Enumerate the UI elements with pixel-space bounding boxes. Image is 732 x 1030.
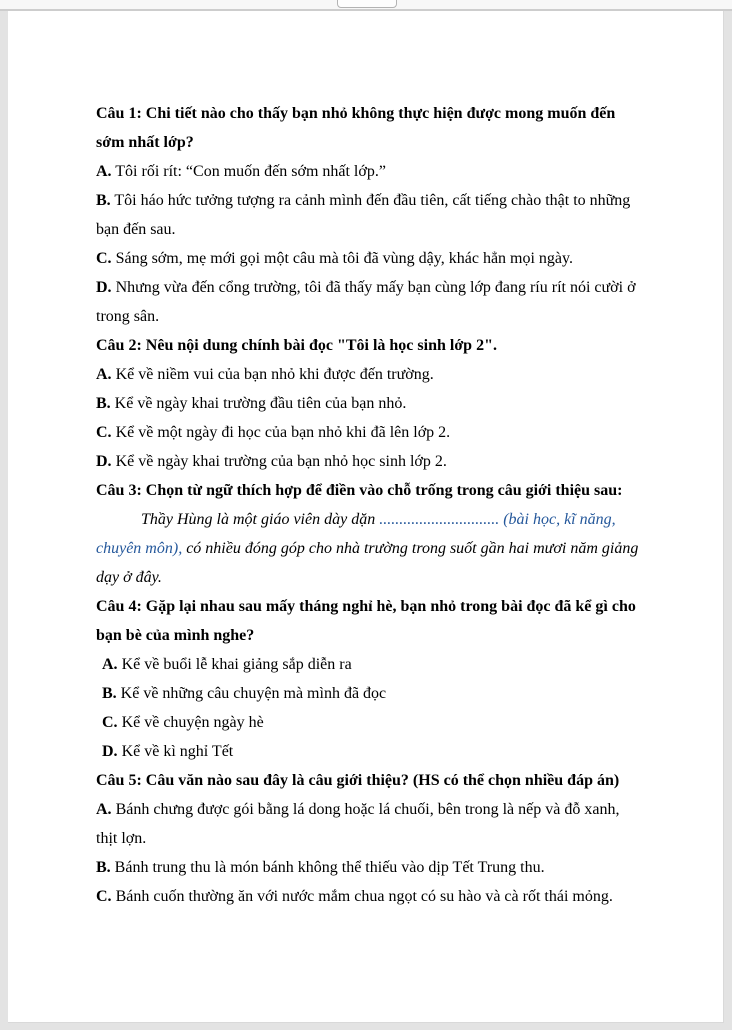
option-letter: A. [96, 801, 112, 818]
option-letter: A. [102, 656, 118, 673]
option-text: Tôi háo hức tưởng tượng ra cảnh mình đến đầu tiên, cất tiếng chào thật to những bạn đến sau. [96, 192, 631, 238]
option-text: Kể về ngày khai trường của bạn nhỏ học sinh lớp 2. [111, 453, 447, 470]
option-text: Kể về một ngày đi học của bạn nhỏ khi đã lên lớp 2. [111, 424, 451, 441]
answer-option [96, 273, 644, 331]
option-text: Tôi rối rít: “Con muốn đến sớm nhất lớp.” [111, 163, 386, 180]
answer-option [96, 186, 644, 244]
option-letter: B. [96, 192, 111, 209]
option-text: Kể về những câu chuyện mà mình đã đọc [116, 685, 387, 702]
answer-option [96, 650, 644, 679]
answer-option [96, 853, 644, 882]
fill-segment-blank-and-choices: .............................. (bài học, kĩ năng, chuyên môn), [96, 511, 616, 557]
question-title: Câu 1: Chi tiết nào cho thấy bạn nhỏ không thực hiện được mong muốn đến sớm nhất lớp? [96, 105, 616, 151]
fill-segment: có nhiều đóng góp cho nhà trường trong suốt gần hai mươi năm giảng dạy ở đây. [96, 540, 639, 586]
option-letter: D. [102, 743, 118, 760]
fill-segment: Thầy Hùng là một giáo viên dày dặn [141, 511, 380, 528]
option-letter: B. [102, 685, 117, 702]
answer-option [96, 157, 644, 186]
answer-option [96, 244, 644, 273]
option-letter: B. [96, 395, 111, 412]
question-title: Câu 4: Gặp lại nhau sau mấy tháng nghỉ hè, bạn nhỏ trong bài đọc đã kể gì cho bạn bè của mình nghe? [96, 598, 636, 644]
fill-in-blank-paragraph [96, 505, 644, 592]
question-block-2 [96, 331, 644, 476]
document-page [8, 11, 724, 1023]
answer-option [96, 389, 644, 418]
question-block-4 [96, 592, 644, 766]
option-text: Nhưng vừa đến cổng trường, tôi đã thấy mấy bạn cùng lớp đang ríu rít nói cười ở trong sân. [96, 279, 636, 325]
answer-option [96, 737, 644, 766]
option-letter: C. [96, 424, 112, 441]
option-text: Kể về niềm vui của bạn nhỏ khi được đến trường. [111, 366, 434, 383]
question-title: Câu 5: Câu văn nào sau đây là câu giới thiệu? (HS có thể chọn nhiều đáp án) [96, 772, 620, 789]
answer-option [96, 447, 644, 476]
option-letter: B. [96, 859, 111, 876]
option-text: Bánh cuốn thường ăn với nước mắm chua ngọt có su hào và cà rốt thái mỏng. [111, 888, 613, 905]
question-title: Câu 2: Nêu nội dung chính bài đọc "Tôi là học sinh lớp 2". [96, 337, 497, 354]
answer-option [96, 882, 644, 911]
answer-option [96, 360, 644, 389]
option-letter: C. [96, 250, 112, 267]
option-letter: C. [102, 714, 118, 731]
option-letter: D. [96, 453, 112, 470]
option-text: Kể về chuyện ngày hè [117, 714, 264, 731]
question-block-1 [96, 99, 644, 331]
question-block-3 [96, 476, 644, 592]
question-block-5 [96, 766, 644, 911]
option-text: Bánh trung thu là món bánh không thể thiếu vào dịp Tết Trung thu. [110, 859, 545, 876]
question-title: Câu 3: Chọn từ ngữ thích hợp để điền vào chỗ trống trong câu giới thiệu sau: [96, 482, 623, 499]
answer-option [96, 418, 644, 447]
answer-option [96, 679, 644, 708]
option-text: Kể về ngày khai trường đầu tiên của bạn nhỏ. [110, 395, 407, 412]
option-text: Kể về kì nghỉ Tết [117, 743, 234, 760]
option-letter: A. [96, 163, 112, 180]
answer-option [96, 795, 644, 853]
option-text: Kể về buổi lễ khai giảng sắp diễn ra [117, 656, 352, 673]
option-letter: D. [96, 279, 112, 296]
collapsed-top-button[interactable] [337, 0, 397, 8]
option-text: Bánh chưng được gói bằng lá dong hoặc lá chuối, bên trong là nếp và đỗ xanh, thịt lợn. [96, 801, 620, 847]
option-letter: C. [96, 888, 112, 905]
document-content [96, 99, 644, 911]
top-chrome-strip [0, 0, 732, 11]
option-letter: A. [96, 366, 112, 383]
option-text: Sáng sớm, mẹ mới gọi một câu mà tôi đã vùng dậy, khác hẳn mọi ngày. [111, 250, 573, 267]
answer-option [96, 708, 644, 737]
